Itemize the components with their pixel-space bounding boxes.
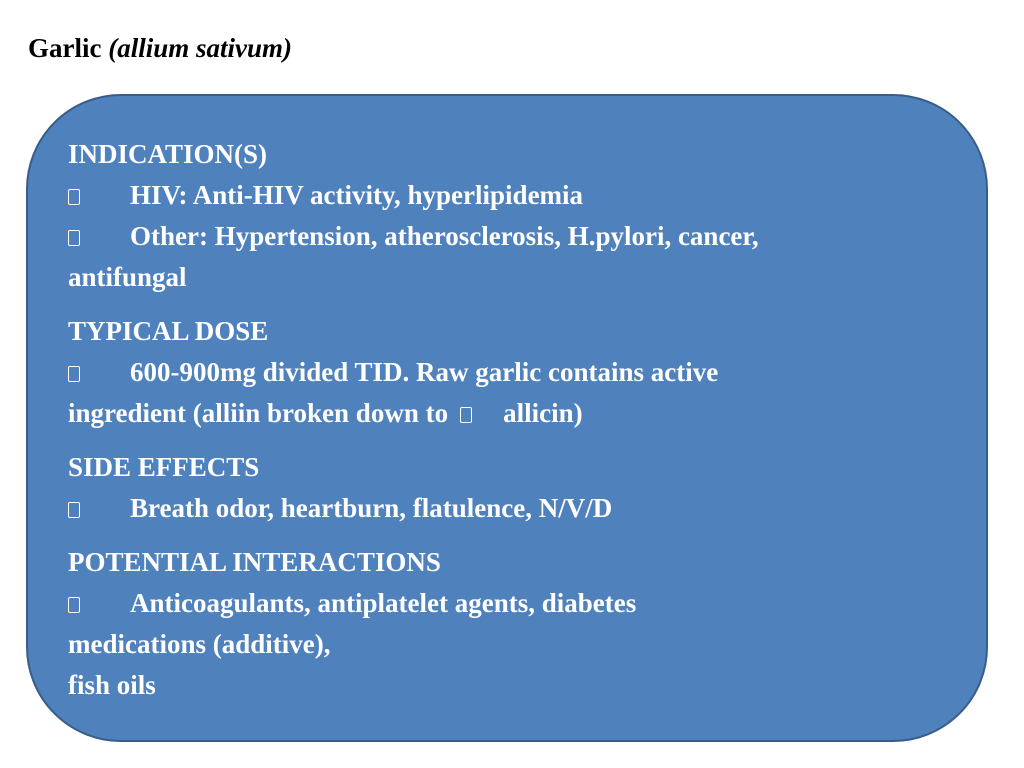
- side-effects-heading: SIDE EFFECTS: [68, 452, 260, 482]
- bullet-icon: [68, 352, 130, 393]
- section-indications: [68, 134, 948, 298]
- bullet-icon: [68, 583, 130, 624]
- section-interactions: [68, 542, 948, 706]
- typical-dose-line-2-after: allicin): [503, 398, 583, 428]
- indications-heading: INDICATION(S): [68, 139, 268, 169]
- section-side-effects: [68, 447, 948, 529]
- bullet-icon: [68, 175, 130, 216]
- section-typical-dose: [68, 311, 948, 434]
- indications-bullet-1-text: HIV: Anti-HIV activity, hyperlipidemia: [130, 180, 584, 210]
- side-effects-bullet: [68, 488, 948, 529]
- title-common-name: Garlic: [28, 33, 102, 63]
- typical-dose-bullet: [68, 352, 948, 393]
- panel-content: [68, 134, 948, 719]
- slide-title: [28, 32, 292, 64]
- interactions-line-1: Anticoagulants, antiplatelet agents, diabetes: [130, 588, 637, 618]
- title-latin-name: (allium sativum): [108, 33, 293, 63]
- side-effects-bullet-text: Breath odor, heartburn, flatulence, N/V/D: [130, 493, 613, 523]
- indications-bullet-1: [68, 175, 948, 216]
- bullet-icon: [68, 488, 130, 529]
- indications-bullet-2-text: Other: Hypertension, atherosclerosis, H.pylori, cancer,: [130, 221, 759, 251]
- arrow-glyph-icon: [448, 393, 503, 434]
- interactions-line-2: medications (additive),: [68, 629, 331, 659]
- indications-bullet-2: [68, 216, 948, 257]
- interactions-line-3: fish oils: [68, 670, 156, 700]
- typical-dose-line-2: [68, 393, 948, 434]
- typical-dose-line-2-before: ingredient (alliin broken down to: [68, 398, 449, 428]
- interactions-heading: POTENTIAL INTERACTIONS: [68, 547, 441, 577]
- typical-dose-line-1: 600-900mg divided TID. Raw garlic contains active: [130, 357, 719, 387]
- interactions-bullet: [68, 583, 948, 624]
- bullet-icon: [68, 216, 130, 257]
- indications-bullet-2-continued: antifungal: [68, 262, 187, 292]
- typical-dose-heading: TYPICAL DOSE: [68, 316, 269, 346]
